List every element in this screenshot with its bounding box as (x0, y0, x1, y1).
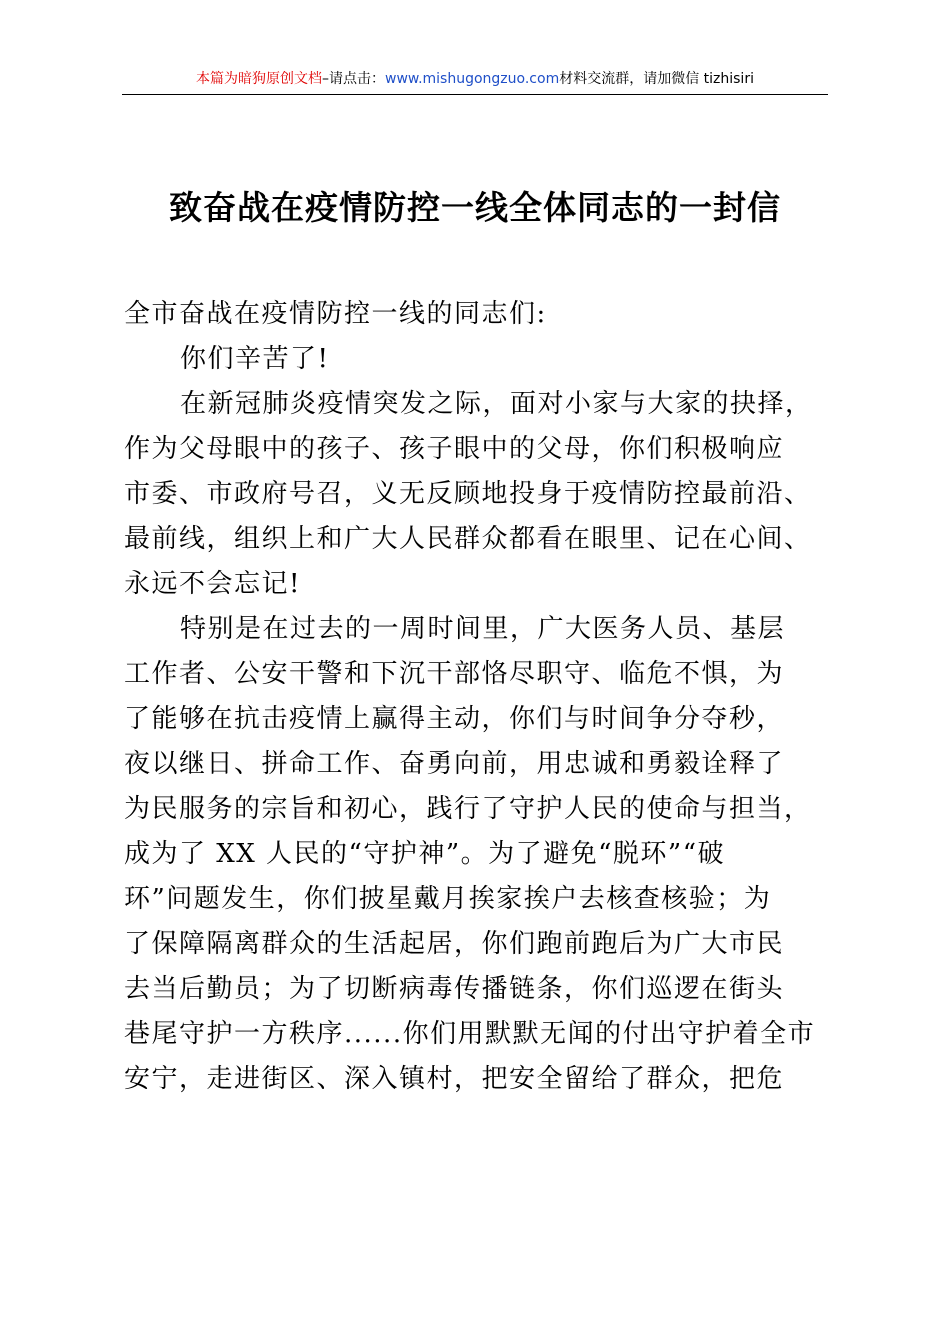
paragraph-line: 夜以继日、拼命工作、奋勇向前，用忠诚和勇毅诠释了 (124, 749, 785, 779)
paragraph-line: 环”问题发生，你们披星戴月挨家挨户去核查核验；为 (124, 884, 772, 914)
paragraph-line: 最前线，组织上和广大人民群众都看在眼里、记在心间、 (124, 524, 812, 554)
paragraph-line: 安宁，走进街区、深入镇村，把安全留给了群众，把危 (124, 1064, 785, 1094)
paragraph-line: 市委、市政府号召，义无反顾地投身于疫情防控最前沿、 (124, 479, 812, 509)
paragraph-1 (124, 382, 830, 427)
paragraph-2-continued (124, 652, 830, 1102)
paragraph-line: 工作者、公安干警和下沉干部恪尽职守、临危不惧，为 (124, 659, 785, 689)
paragraph-line: 作为父母眼中的孩子、孩子眼中的父母，你们积极响应 (124, 434, 785, 464)
paragraph-line: 为民服务的宗旨和初心，践行了守护人民的使命与担当， (124, 794, 812, 824)
paragraph-line: 永远不会忘记! (124, 569, 301, 599)
paragraph-line: 了保障隔离群众的生活起居，你们跑前跑后为广大市民 (124, 929, 785, 959)
paragraph-line: 在新冠肺炎疫情突发之际，面对小家与大家的抉择， (180, 389, 813, 419)
greeting: 你们辛苦了! (180, 344, 330, 374)
header-contact-text: 材料交流群，请加微信 tizhisiri (559, 71, 754, 87)
header-website-link[interactable]: www.mishugongzuo.com (385, 71, 560, 87)
paragraph-line: 了能够在抗击疫情上赢得主动，你们与时间争分夺秒， (124, 704, 785, 734)
header-original-notice: 本篇为暗狗原创文档 (196, 71, 323, 87)
document-title: 致奋战在疫情防控一线全体同志的一封信 (169, 188, 781, 227)
paragraph-2 (124, 607, 830, 652)
paragraph-line: 巷尾守护一方秩序......你们用默默无闻的付出守护着全市 (124, 1019, 816, 1049)
header-prompt: –请点击： (322, 71, 386, 87)
paragraph-line: 成为了 XX 人民的“守护神”。为了避免“脱环”“破 (124, 839, 726, 869)
letter-body (124, 292, 830, 1102)
paragraph-line: 特别是在过去的一周时间里，广大医务人员、基层 (180, 614, 786, 644)
paragraph-line: 去当后勤员；为了切断病毒传播链条，你们巡逻在街头 (124, 974, 785, 1004)
page-header (122, 68, 828, 95)
paragraph-1-continued (124, 427, 830, 607)
salutation: 全市奋战在疫情防控一线的同志们: (124, 299, 547, 329)
